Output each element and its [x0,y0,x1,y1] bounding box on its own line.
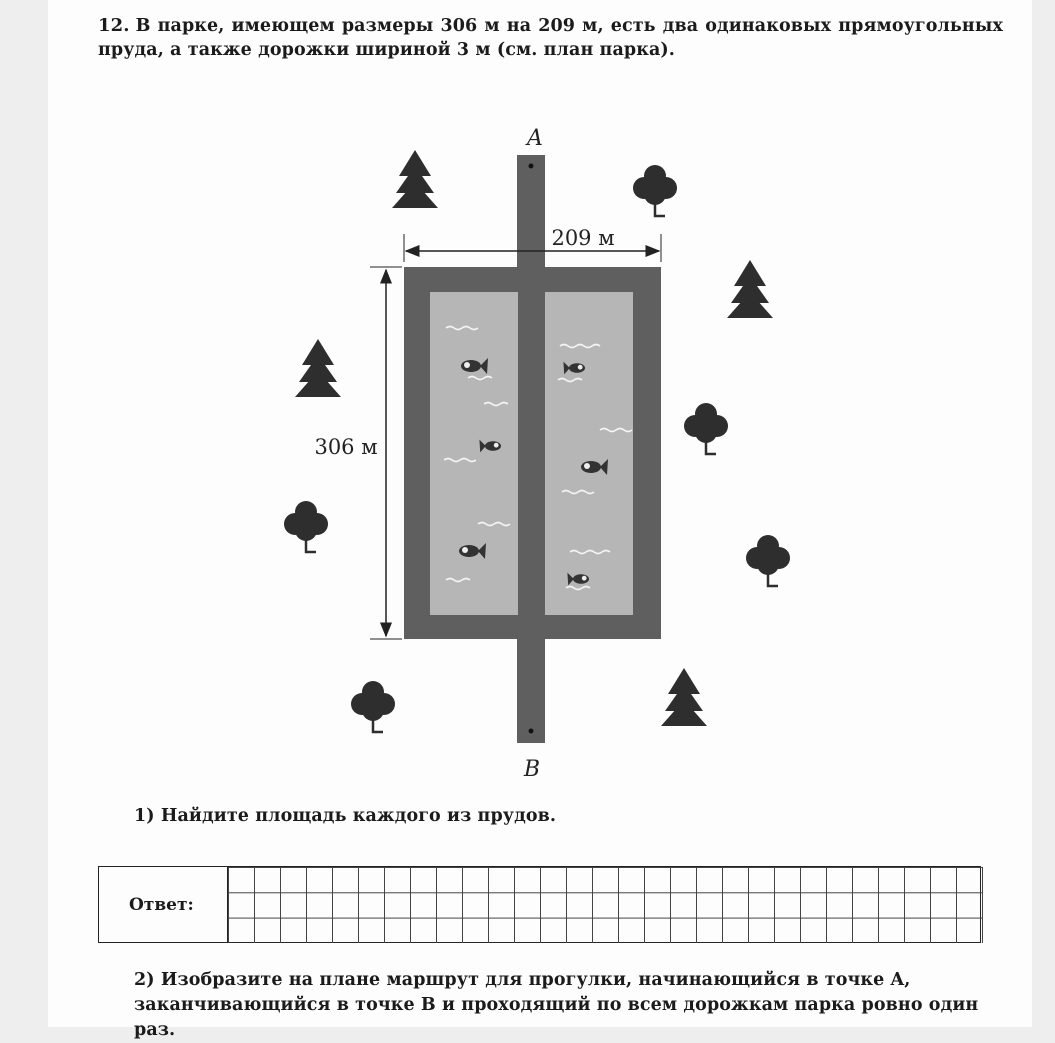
pine-tree-icon [727,260,773,318]
answer-box [98,866,981,943]
point-b-label: B [523,757,541,782]
pine-tree-icon [392,150,438,208]
problem-text: В парке, имеющем размеры 306 м на 209 м, есть два одинаковых прямоугольных пруда, а также дорожки шириной 3 м (см. план парка). [98,16,1003,60]
height-label: 306 м [314,435,378,459]
question-1: 1) Найдите площадь каждого из прудов. [134,806,557,826]
worksheet-page [48,0,1032,1040]
question-2: 2) Изобразите на плане маршрут для прогулки, начинающийся в точке A, заканчивающийся в точке B и проходящий по всем дорожкам парка ровно один раз. [134,970,979,1040]
pond-right [545,292,633,615]
park-plan [48,0,1032,800]
pine-tree-icon [661,668,707,726]
point-b-marker [529,729,534,734]
pond-left [430,292,518,615]
answer-grid[interactable] [227,867,983,943]
point-a-marker [529,164,534,169]
answer-label: Ответ: [129,895,194,915]
oak-tree-icon [633,165,677,216]
oak-tree-icon [284,501,328,552]
oak-tree-icon [746,535,790,586]
oak-tree-icon [351,681,395,732]
oak-tree-icon [684,403,728,454]
problem-number: 12. [98,15,130,36]
point-a-label: A [527,126,543,151]
width-label: 209 м [551,226,615,250]
pine-tree-icon [295,339,341,397]
